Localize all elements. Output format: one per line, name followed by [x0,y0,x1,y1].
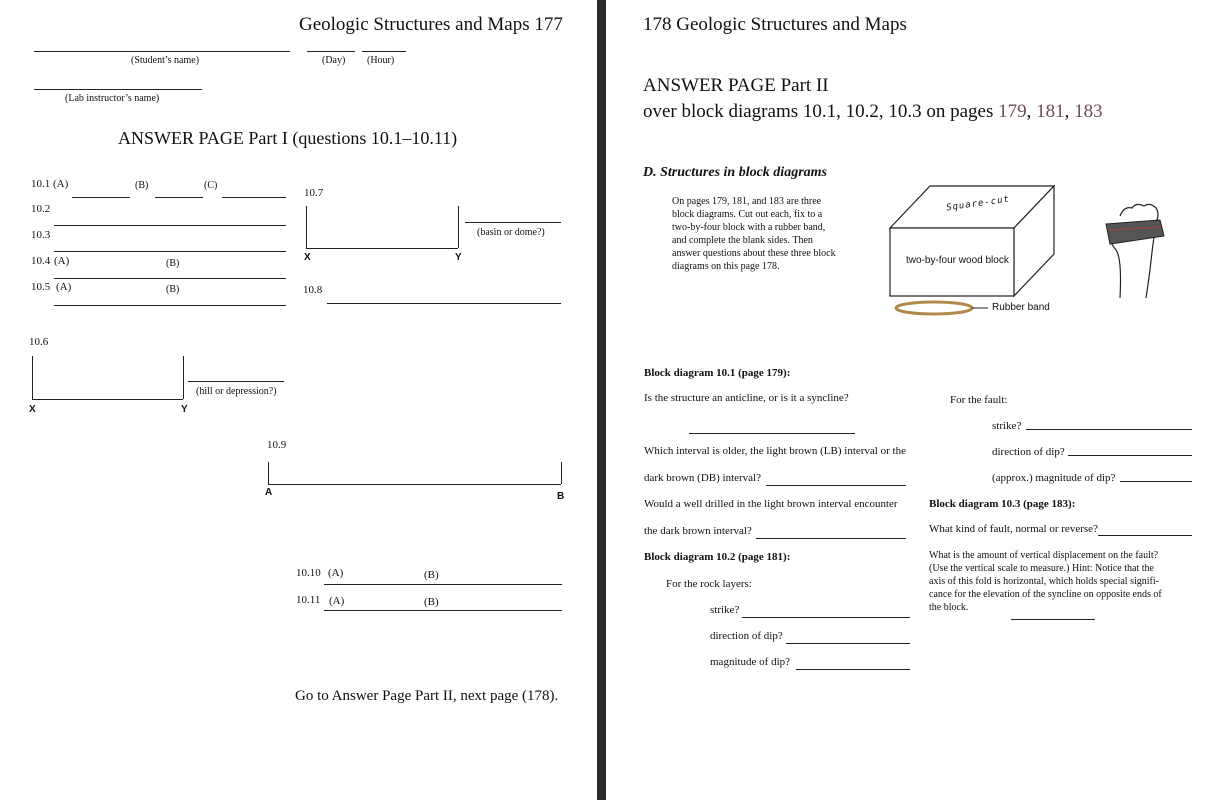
q10-7-profile-base[interactable] [306,248,458,249]
bd1-answer-2[interactable] [766,485,906,486]
bd1-answer-1[interactable] [689,433,855,434]
q10-5-b-label: (B) [166,284,180,295]
q10-6-answer-field[interactable] [188,381,284,382]
bd3-answer-2[interactable] [1011,619,1095,620]
bd1-question-2a: Which interval is older, the light brown (LB) interval or the [644,445,906,457]
page-ref-179: 179 [998,101,1027,122]
q10-8-field[interactable] [327,303,561,304]
q10-9-profile-base[interactable] [268,484,561,485]
q10-9-a-label: A [265,487,273,498]
q10-6-label: 10.6 [29,336,49,348]
fault-strike-label: strike? [992,420,1022,432]
intro-line: and complete the blank sides. Then [672,235,813,246]
hour-label: (Hour) [367,55,395,66]
bd1-question-2b: dark brown (DB) interval? [644,472,761,484]
part2-title: ANSWER PAGE Part II [643,75,829,96]
q10-6-hint: (hill or depression?) [196,386,277,397]
bd3-q2-line: axis of this fold is horizontal, which holds special signifi- [929,576,1159,587]
q10-3-label: 10.3 [31,229,51,241]
intro-line: answer questions about these three block [672,248,836,259]
q10-10-b-label: (B) [424,569,439,581]
day-label: (Day) [322,55,346,66]
page-ref-181: 181 [1036,101,1065,122]
intro-line: two-by-four block with a rubber band, [672,222,826,233]
bd1-title: Block diagram 10.1 (page 179): [644,367,791,379]
q10-4-field[interactable] [54,278,286,279]
intro-line: On pages 179, 181, and 183 are three [672,196,822,207]
block-label: two-by-four wood block [906,255,1009,266]
q10-8-label: 10.8 [303,284,323,296]
q10-4-b-label: (B) [166,258,180,269]
q10-4-label: 10.4 [31,255,51,267]
q10-9-profile-left [268,462,269,484]
bd2-strike-field[interactable] [742,617,910,618]
fault-dip-magnitude-label: (approx.) magnitude of dip? [992,472,1116,484]
q10-7-x-label: X [304,252,311,263]
bd3-question-2 [929,549,1162,614]
bd3-q2-line: the block. [929,602,969,613]
bd1-question-1: Is the structure an anticline, or is it a syncline? [644,392,849,404]
student-name-label: (Student’s name) [131,55,200,66]
square-cut-label: Square-cut [945,194,1011,214]
q10-5-field[interactable] [54,305,286,306]
fault-dip-direction-label: direction of dip? [992,446,1065,458]
student-name-field[interactable] [34,51,290,52]
q10-7-hint: (basin or dome?) [477,227,545,238]
q10-9-label: 10.9 [267,439,287,451]
q10-10-label: 10.10 [296,567,321,579]
bd1-question-3b: the dark brown interval? [644,525,752,537]
q10-5-a-label: (A) [56,281,72,293]
hour-field[interactable] [362,51,406,52]
q10-5-label: 10.5 [31,281,51,293]
bd2-dip-magnitude-label: magnitude of dip? [710,656,791,668]
day-field[interactable] [307,51,355,52]
hand-holding-block-icon [1102,200,1172,300]
bd3-q2-line: What is the amount of vertical displacement on the fault? [929,550,1159,561]
bd2-dip-direction-label: direction of dip? [710,630,783,642]
q10-6-x-label: X [29,404,36,415]
intro-line: block diagrams. Cut out each, fix to a [672,209,823,220]
q10-11-field[interactable] [324,610,562,611]
q10-1-c-label: (C) [204,180,218,191]
bd2-dip-direction-field[interactable] [786,643,910,644]
q10-9-b-label: B [557,491,565,502]
q10-4-a-label: (A) [54,255,70,267]
part1-title: ANSWER PAGE Part I (questions 10.1–10.11) [118,128,458,148]
fault-strike-field[interactable] [1026,429,1192,430]
subtitle-prefix: over block diagrams 10.1, 10.2, 10.3 on pages [643,101,999,122]
q10-7-answer-field[interactable] [465,222,561,223]
bd3-q2-line: (Use the vertical scale to measure.) Hint: Notice that the [929,563,1154,574]
q10-6-y-label: Y [181,404,188,415]
fault-dip-direction-field[interactable] [1068,455,1192,456]
bd3-title: Block diagram 10.3 (page 183): [929,498,1076,510]
section-title: D. Structures in block diagrams [643,165,827,180]
q10-1-a-field[interactable] [72,197,130,198]
part2-subtitle [643,101,1103,123]
bd1-answer-3[interactable] [756,538,906,539]
bd2-title: Block diagram 10.2 (page 181): [644,551,791,563]
q10-6-profile-right [183,356,184,399]
fault-title: For the fault: [950,394,1008,406]
bd2-dip-magnitude-field[interactable] [796,669,910,670]
page-header: 178 Geologic Structures and Maps [643,14,907,35]
rubber-band-icon [896,302,972,314]
book-spine [597,0,606,800]
q10-3-field[interactable] [54,251,286,252]
q10-6-profile-left [32,356,33,399]
q10-7-profile-right [458,206,459,248]
page-177 [0,0,597,800]
q10-10-field[interactable] [324,584,562,585]
page-header: Geologic Structures and Maps 177 [299,14,563,35]
footer-instruction: Go to Answer Page Part II, next page (178). [295,688,559,704]
q10-2-label: 10.2 [31,203,51,215]
q10-11-b-label: (B) [424,596,439,608]
q10-1-label: 10.1 (A) [31,178,69,190]
q10-1-b-label: (B) [135,180,149,191]
instructor-label: (Lab instructor’s name) [65,93,160,104]
bd3-q2-line: cance for the elevation of the syncline on opposite ends of [929,589,1162,600]
q10-9-profile-right [561,462,562,484]
bd3-answer-1[interactable] [1098,535,1192,536]
q10-11-a-label: (A) [329,595,345,607]
page-ref-183: 183 [1074,101,1103,122]
comma-1: , [1026,101,1037,122]
q10-7-label: 10.7 [304,187,324,199]
q10-6-profile-base[interactable] [32,399,183,400]
page-178 [606,0,1217,800]
q10-7-profile-left [306,206,307,248]
rubber-band-label: Rubber band [992,302,1050,313]
intro-paragraph [672,195,836,273]
q10-1-b-field[interactable] [155,197,203,198]
bd2-subtitle: For the rock layers: [666,578,752,590]
bd2-strike-label: strike? [710,604,740,616]
q10-1-c-field[interactable] [222,197,286,198]
q10-11-label: 10.11 [296,594,321,606]
bd3-question-1: What kind of fault, normal or reverse? [929,523,1098,535]
q10-10-a-label: (A) [328,567,344,579]
fault-dip-magnitude-field[interactable] [1120,481,1192,482]
comma-2: , [1064,101,1075,122]
intro-line: diagrams on this page 178. [672,261,780,272]
q10-2-field[interactable] [54,225,286,226]
q10-7-y-label: Y [455,252,462,263]
bd1-question-3a: Would a well drilled in the light brown interval encounter [644,498,898,510]
instructor-name-field[interactable] [34,89,202,90]
